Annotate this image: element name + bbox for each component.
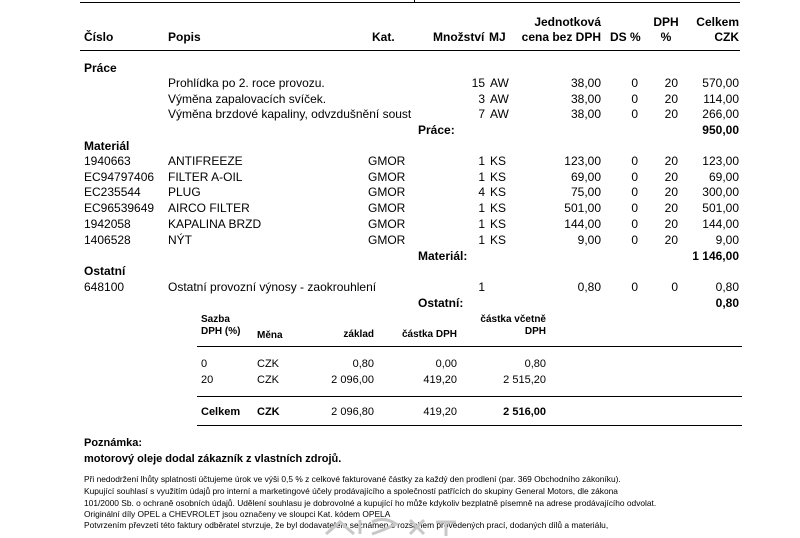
legal-line-5: Potvrzením převzetí této faktury odběratel stvrzuje, že byl dodavatelem seznámen s rozsahem provedených prací, dodaných dílů a materiálu, (84, 520, 609, 530)
item-price: 38,00 (570, 107, 601, 122)
item-kat: GMOR (368, 232, 406, 247)
item-dph: 20 (664, 154, 678, 168)
item-popis: PLUG (168, 185, 201, 200)
item-kat: GMOR (368, 216, 406, 231)
item-price: 69,00 (570, 169, 601, 184)
item-ds: 0 (631, 201, 638, 216)
item-price: 75,00 (570, 185, 601, 200)
vat-mena: CZK (257, 358, 279, 370)
vat-head-mena: Měna (257, 330, 283, 341)
item-dph: 20 (664, 91, 678, 106)
item-qty: 1 (478, 169, 485, 184)
item-total: 570,00 (702, 76, 739, 90)
item-cislo: 648100 (84, 280, 125, 294)
vat-total-label: Celkem (201, 406, 241, 418)
col-cislo: Číslo (84, 30, 114, 44)
vat-head-castka-vcetne: částka včetně (480, 314, 546, 325)
col-dph: DPH (653, 15, 679, 29)
item-popis: ANTIFREEZE (168, 154, 243, 168)
vat-dph: 419,20 (423, 374, 457, 386)
item-kat: GMOR (368, 154, 406, 168)
item-ds: 0 (631, 107, 638, 122)
item-qty: 1 (478, 201, 485, 216)
header-rule (80, 50, 740, 51)
item-price: 501,00 (564, 201, 601, 216)
item-total: 144,00 (702, 216, 739, 231)
note-label: Poznámka: (84, 437, 143, 449)
col-popis: Popis (168, 30, 201, 44)
vat-head-castka-dph: částka DPH (401, 329, 457, 340)
section-title-material: Materiál (84, 139, 130, 153)
item-qty: 15 (471, 76, 485, 90)
col-mnozstvi: Množství (433, 30, 485, 44)
col-cena-bez-dph: cena bez DPH (521, 30, 601, 44)
item-ds: 0 (631, 91, 638, 106)
col-celkem: Celkem (696, 15, 739, 29)
vat-vcetne: 2 515,20 (503, 374, 546, 386)
subtotal-value-material: 1 146,00 (692, 249, 739, 263)
col-kat: Kat. (372, 30, 395, 44)
legal-line-1: Při nedodržení lhůty splatnosti účtujeme úrok ve výši 0,5 % z celkové fakturované částky za každý den prodlení (par. 369 Obchodního zákoníku). (84, 474, 621, 484)
item-price: 38,00 (570, 76, 601, 90)
item-mj: AW (490, 91, 509, 106)
item-cislo: 1940663 (84, 154, 131, 168)
item-mj: AW (490, 76, 509, 90)
subtotal-label-ostatni: Ostatní: (418, 296, 464, 310)
item-total: 123,00 (702, 154, 739, 168)
item-qty: 4 (478, 185, 485, 200)
item-ds: 0 (631, 232, 638, 247)
item-dph: 20 (664, 232, 678, 247)
item-total: 501,00 (702, 201, 739, 216)
vat-vcetne: 0,80 (524, 358, 546, 370)
col-czk: CZK (714, 30, 739, 44)
vat-head-zaklad: základ (343, 329, 374, 340)
vat-dph: 0,00 (435, 358, 457, 370)
col-ds: DS % (610, 30, 641, 44)
item-dph: 20 (664, 216, 678, 231)
item-mj: KS (490, 201, 507, 216)
vat-total-vcetne: 2 516,00 (503, 406, 546, 418)
section-title-ostatni: Ostatní (84, 264, 126, 278)
vat-sazba: 20 (201, 374, 214, 386)
item-cislo: EC235544 (84, 185, 141, 200)
item-mj: KS (490, 169, 507, 184)
item-kat: GMOR (368, 201, 406, 216)
section-title-prace: Práce (84, 61, 117, 75)
legal-line-4: Originální díly OPEL a CHEVROLET jsou označeny ve sloupci Kat. kódem OPELA (84, 509, 391, 519)
item-price: 9,00 (577, 232, 601, 247)
vat-head-sazba: Sazba (201, 314, 230, 325)
item-popis: Ostatní provozní výnosy - zaokrouhlení (168, 280, 377, 294)
vat-zaklad: 0,80 (352, 358, 374, 370)
dealer-stamp-graphic (320, 514, 500, 538)
item-cislo: EC94797406 (84, 169, 155, 184)
item-total: 0,80 (715, 280, 739, 294)
top-border (80, 2, 740, 3)
item-qty: 1 (478, 232, 485, 247)
item-dph: 0 (671, 280, 678, 294)
vat-head-sazba-dph: DPH (%) (201, 326, 241, 337)
col-dph-percent: % (660, 30, 672, 44)
item-dph: 20 (664, 76, 678, 90)
item-popis: NÝT (168, 232, 192, 247)
item-ds: 0 (631, 169, 638, 184)
vat-total-dph: 419,20 (423, 406, 457, 418)
item-dph: 20 (664, 201, 678, 216)
subtotal-label-prace: Práce: (418, 123, 455, 137)
vat-head-rule (197, 346, 742, 347)
item-dph: 20 (664, 107, 678, 122)
col-jednotkova: Jednotková (534, 15, 601, 29)
item-mj: AW (490, 107, 509, 122)
item-total: 300,00 (702, 185, 739, 200)
item-ds: 0 (631, 185, 638, 200)
item-dph: 20 (664, 169, 678, 184)
item-total: 9,00 (715, 232, 739, 247)
item-cislo: EC96539649 (84, 201, 155, 216)
item-mj: KS (490, 232, 507, 247)
item-ds: 0 (631, 76, 638, 90)
item-ds: 0 (631, 154, 638, 168)
subtotal-value-prace: 950,00 (702, 123, 739, 137)
vat-total-mena: CZK (257, 406, 280, 418)
vat-total-rule (197, 396, 742, 397)
item-popis: Výměna zapalovacích svíček. (168, 91, 327, 106)
item-qty: 3 (478, 91, 485, 106)
subtotal-value-ostatni: 0,80 (715, 296, 739, 310)
item-qty: 7 (478, 107, 485, 122)
vat-sazba: 0 (201, 358, 208, 370)
col-mj: MJ (489, 30, 506, 44)
item-price: 0,80 (577, 280, 601, 294)
item-qty: 1 (478, 216, 485, 231)
top-divider (414, 0, 415, 3)
item-total: 114,00 (703, 91, 739, 106)
legal-line-3: 101/2000 Sb. o ochraně osobních údajů. Udělení souhlasu je dobrovolné a kupující ho může kdykoliv bezplatně písemně na adrese prodávajícího odvolat. (84, 498, 657, 508)
item-price: 123,00 (564, 154, 601, 168)
item-kat: GMOR (368, 185, 406, 200)
vat-bottom-rule (197, 425, 742, 426)
vat-head-dph: DPH (524, 326, 546, 337)
item-cislo: 1406528 (84, 232, 131, 247)
item-cislo: 1942058 (84, 216, 131, 231)
item-mj: KS (490, 216, 507, 231)
item-mj: KS (490, 154, 507, 168)
item-ds: 0 (631, 280, 638, 294)
legal-line-2: Kupující souhlasí s využitím údajů pro interní a marketingové účely prodávajícího a společností patřících do skupiny General Motors, dle zákona (84, 486, 618, 496)
item-mj: KS (490, 185, 507, 200)
subtotal-label-material: Materiál: (418, 249, 468, 263)
vat-zaklad: 2 096,00 (331, 374, 374, 386)
item-popis: FILTER A-OIL (168, 169, 243, 184)
item-qty: 1 (478, 280, 485, 294)
item-dph: 20 (664, 185, 678, 200)
item-kat: GMOR (368, 169, 406, 184)
item-popis: Výměna brzdové kapaliny, odvzdušnění soust (168, 107, 412, 122)
note-text: motorový oleje dodal zákazník z vlastních zdrojů. (84, 453, 342, 465)
vat-mena: CZK (257, 374, 279, 386)
item-popis: KAPALINA BRZD (168, 216, 262, 231)
item-price: 144,00 (564, 216, 601, 231)
item-price: 38,00 (570, 91, 601, 106)
item-total: 69,00 (708, 169, 739, 184)
item-popis: AIRCO FILTER (168, 201, 250, 216)
item-qty: 1 (478, 154, 485, 168)
item-ds: 0 (631, 216, 638, 231)
item-total: 266,00 (702, 107, 739, 122)
vat-total-zaklad: 2 096,80 (331, 406, 374, 418)
item-popis: Prohlídka po 2. roce provozu. (168, 76, 325, 90)
